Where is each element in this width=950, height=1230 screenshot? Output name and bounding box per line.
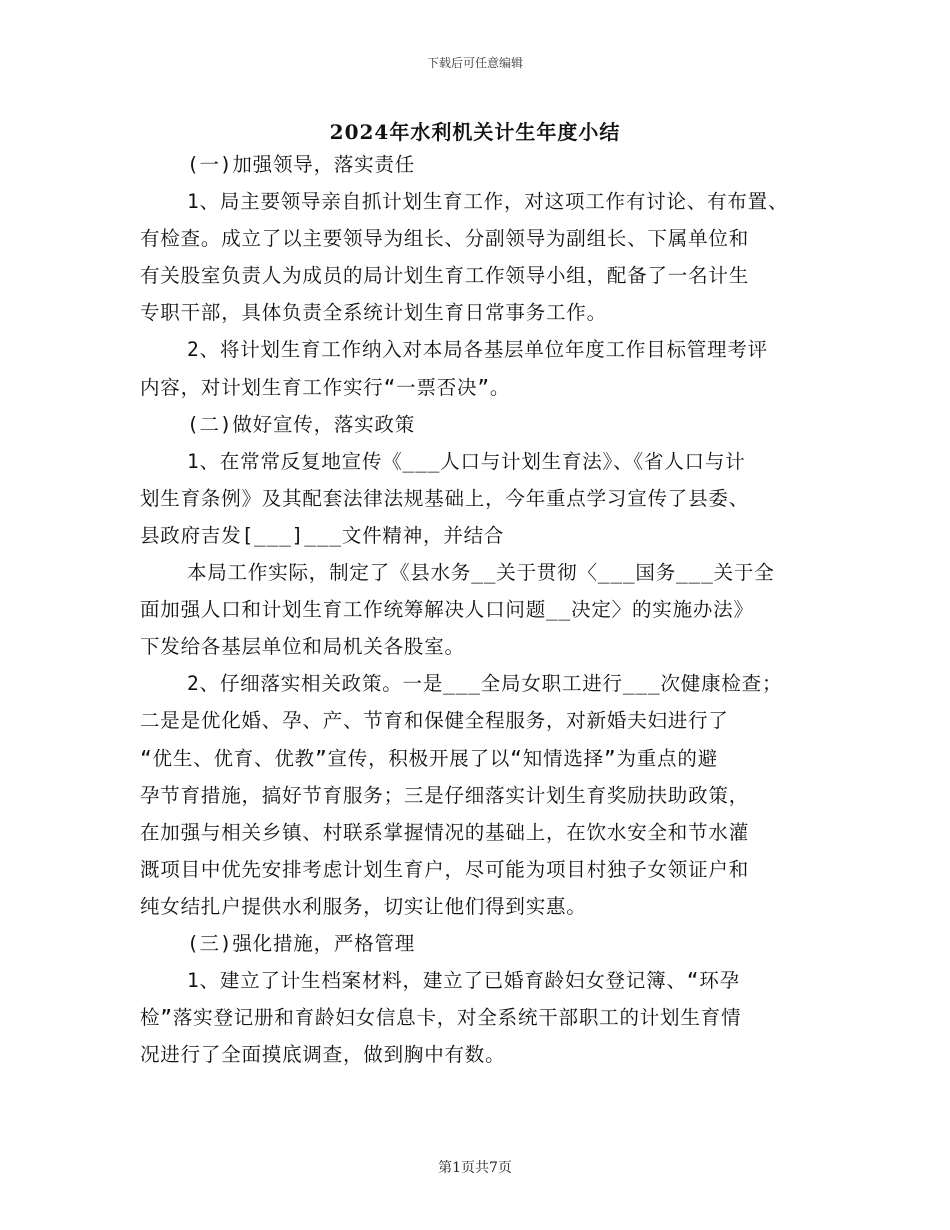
paragraph-line: 况进行了全面摸底调查，做到胸中有数。 <box>140 1043 506 1067</box>
section-heading: (一)加强领导，落实责任 <box>187 153 416 176</box>
document-body <box>140 146 830 1073</box>
paragraph-line: 纯女结扎户提供水利服务，切实让他们得到实惠。 <box>140 894 587 918</box>
paragraph-line: 2、将计划生育工作纳入对本局各基层单位年度工作目标管理考评 <box>187 338 768 362</box>
section-heading: (二)做好宣传，落实政策 <box>187 412 416 436</box>
paragraph-line: 在加强与相关乡镇、村联系掌握情况的基础上，在饮水安全和节水灌 <box>140 820 750 844</box>
paragraph-line: 检”落实登记册和育龄妇女信息卡，对全系统干部职工的计划生育情 <box>140 1006 742 1030</box>
paragraph-line: “优生、优育、优教”宣传，积极开展了以“知情选择”为重点的避 <box>140 746 718 770</box>
paragraph-line: 1、在常常反复地宣传《___人口与计划生育法》、《省人口与计 <box>187 449 746 473</box>
section-heading: (三)强化措施，严格管理 <box>187 931 416 955</box>
paragraph-line: 划生育条例》及其配套法律法规基础上，今年重点学习宣传了县委、 <box>140 486 750 510</box>
paragraph-line: 专职干部，具体负责全系统计划生育日常事务工作。 <box>140 301 607 325</box>
paragraph-line: 本局工作实际，制定了《县水务__关于贯彻〈___国务___关于全 <box>187 561 775 585</box>
paragraph-line: 溉项目中优先安排考虑计划生育户，尽可能为项目村独子女领证户和 <box>140 857 750 881</box>
page-header: 下载后可任意编辑 <box>426 56 523 70</box>
page-footer: 第1页共7页 <box>438 1160 512 1176</box>
paragraph-line: 下发给各基层单位和局机关各股室。 <box>140 635 465 659</box>
paragraph-line: 2、仔细落实相关政策。一是___全局女职工进行___次健康检查； <box>187 672 783 696</box>
document-title: 2024年水利机关计生年度小结 <box>329 120 621 144</box>
paragraph-line: 1、建立了计生档案材料，建立了已婚育龄妇女登记簿、“环孕 <box>187 969 740 993</box>
paragraph-line: 面加强人口和计划生育工作统筹解决人口问题__决定〉的实施办法》 <box>140 598 754 622</box>
paragraph-line: 孕节育措施，搞好节育服务；三是仔细落实计划生育奖励扶助政策， <box>140 783 750 807</box>
paragraph-line: 有关股室负责人为成员的局计划生育工作领导小组，配备了一名计生 <box>140 264 750 288</box>
paragraph-line: 有检查。成立了以主要领导为组长、分副领导为副组长、下属单位和 <box>140 227 750 251</box>
paragraph-line: 1、局主要领导亲自抓计划生育工作，对这项工作有讨论、有布置、 <box>187 190 789 214</box>
paragraph-line: 内容，对计划生育工作实行“一票否决”。 <box>140 375 511 399</box>
paragraph-line: 二是是优化婚、孕、产、节育和保健全程服务，对新婚夫妇进行了 <box>140 709 729 733</box>
paragraph-line: 县政府吉发[___]___文件精神，并结合 <box>140 523 505 547</box>
